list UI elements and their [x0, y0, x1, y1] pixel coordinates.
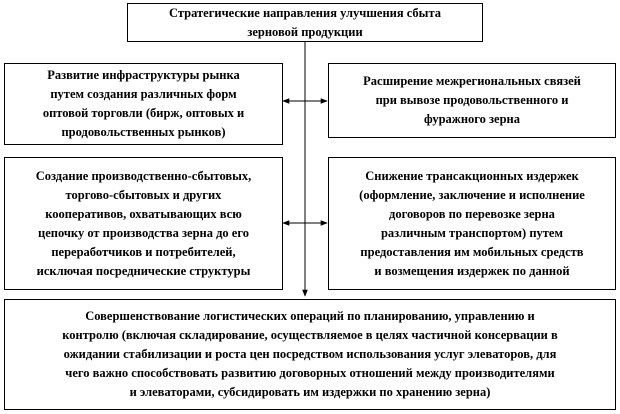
left-box-cooperatives: [4, 157, 283, 290]
left-2-line: переработчиков и потребителей,: [51, 244, 236, 259]
right-2-line: договоров по перевозке зерна: [389, 206, 555, 221]
left-1-line: Развитие инфраструктуры рынка: [47, 68, 240, 82]
right-2-line: различным транспортом) путем: [380, 225, 563, 240]
left-box-infrastructure: [4, 63, 283, 145]
top-box: [127, 3, 483, 42]
right-2-line: Снижение трансакционных издержек: [365, 168, 579, 183]
bottom-line: контролю (включая складирование, осуществляемое в целях частичной консервации в: [62, 328, 558, 342]
right-2-line: и возмещения издержек по данной: [374, 263, 570, 278]
bottom-line: ожидании стабилизации и роста цен посредством использования услуг элеваторов, для: [63, 347, 557, 361]
right-2-line: предоставления им мобильных средств: [360, 244, 584, 259]
bottom-box-logistics: [4, 299, 616, 410]
left-2-line: исключая посреднические структуры: [36, 263, 251, 278]
top-line: зерновой продукции: [247, 24, 363, 39]
right-box-interregional: [328, 63, 616, 138]
left-2-line: кооперативов, охватывающих всю: [45, 206, 242, 221]
left-2-line: цепочку от производства зерна до его: [38, 225, 249, 240]
bottom-line: чего важно способствовать развитию договорных отношений между производителями: [65, 366, 555, 380]
left-1-line: путем создания различных форм: [50, 87, 237, 101]
bottom-line: Совершенствование логистических операций по планированию, управлению и: [85, 309, 535, 323]
right-2-line: (оформление, заключение и исполнение: [359, 187, 585, 202]
left-1-line: продовольственных рынков): [61, 125, 226, 139]
bottom-line: и элеваторами, субсидировать им издержки по хранению зерна): [129, 385, 491, 399]
right-1-line: при вывозе продовольственного и: [375, 93, 569, 107]
left-2-line: торгово-сбытовых и других: [65, 187, 222, 202]
left-1-line: оптовой торговли (бирж, оптовых и: [42, 106, 245, 120]
right-box-transaction-costs: [328, 157, 616, 290]
top-line: Стратегические направления улучшения сбыта: [168, 5, 441, 20]
left-2-line: Создание производственно-сбытовых,: [35, 168, 252, 183]
right-1-line: Расширение межрегиональных связей: [363, 74, 581, 88]
right-1-line: фуражного зерна: [423, 112, 521, 126]
